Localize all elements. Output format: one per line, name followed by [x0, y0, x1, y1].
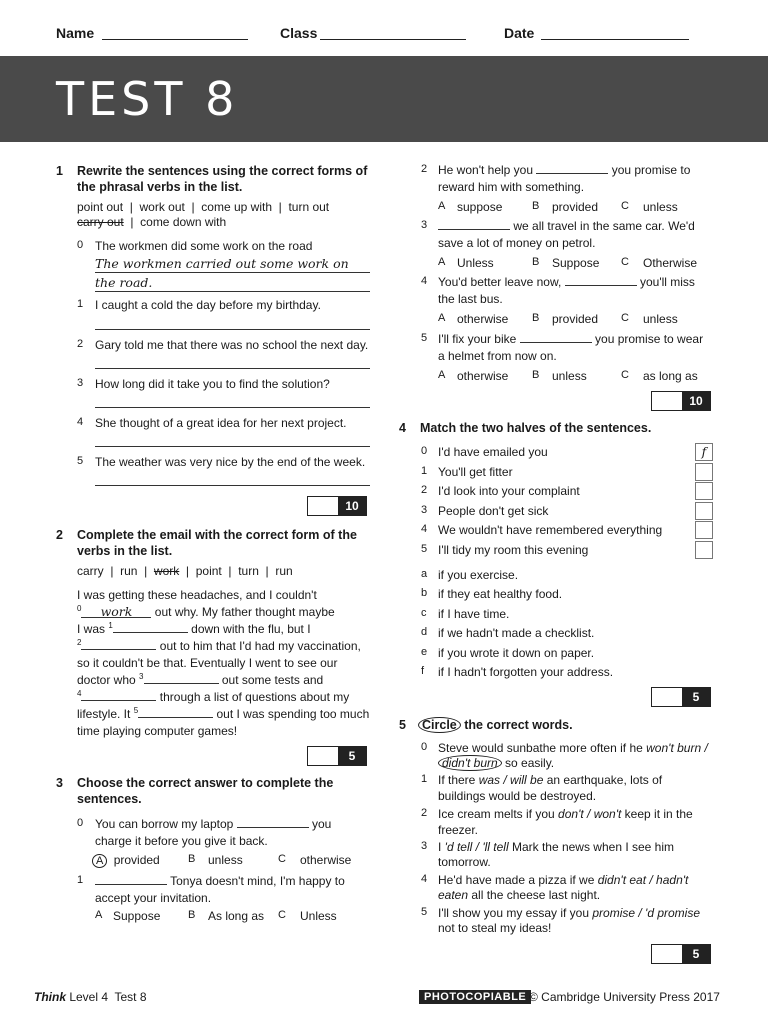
ex3-option-letter: C	[621, 256, 629, 268]
ex2-score-box: 5	[307, 746, 367, 766]
ex3-option-text[interactable]: unless	[552, 369, 587, 383]
ex3-option-letter: C	[621, 200, 629, 212]
ex5-circle-word: Circle	[418, 717, 461, 733]
ex1-item-0-text: The workmen did some work on the road	[95, 239, 313, 253]
ex1-item-number: 0	[77, 239, 84, 251]
ex2-struck-word: work	[153, 564, 180, 578]
ex4-number: 4	[399, 421, 406, 435]
ex2-instruction-2: verbs in the list.	[77, 544, 173, 558]
ex3-option-text[interactable]: unless	[643, 312, 678, 326]
ex3-option-letter: B	[532, 200, 540, 212]
ex3-q2-line1: He won't help you you promise to	[438, 163, 691, 177]
ex5-circled-answer[interactable]: didn't burn	[438, 755, 502, 771]
ex3-option-letter: B	[532, 256, 540, 268]
ex4-left-text: I'd look into your complaint	[438, 484, 580, 498]
ex2-email-line: I was getting these headaches, and I couldn't	[77, 588, 317, 602]
ex3-option-text[interactable]: suppose	[457, 200, 503, 214]
ex5-item-number: 0	[421, 741, 428, 753]
ex1-item-2-text: Gary told me that there was no school the next day.	[95, 338, 369, 352]
ex4-right-text: if I have time.	[438, 607, 510, 621]
ex3-option-letter: B	[532, 369, 540, 381]
ex3-q1-line1: Tonya doesn't mind, I'm happy to	[95, 873, 345, 889]
ex2-email-line: doctor who $^3$ out some tests and	[77, 672, 324, 687]
ex5-item-number: 1	[421, 773, 428, 785]
ex4-right-letter: e	[421, 646, 428, 658]
ex1-struck-word: carry out	[77, 215, 124, 229]
ex1-instruction-2: the phrasal verbs in the list.	[77, 180, 243, 194]
ex3-option-letter: C	[278, 853, 286, 865]
ex5-item-2-line1: Ice cream melts if you don't / won't keep it in the	[438, 807, 693, 821]
ex5-item-3-line2: tomorrow.	[438, 855, 491, 869]
ex4-right-letter: a	[421, 568, 428, 580]
ex5-item-number: 5	[421, 906, 428, 918]
ex1-item-5-text: The weather was very nice by the end of the week.	[95, 455, 366, 469]
ex4-left-text: I'd have emailed you	[438, 445, 548, 459]
ex4-right-letter: d	[421, 626, 428, 638]
ex4-answer-box-5[interactable]	[695, 541, 713, 559]
ex4-answer-box-0: f	[695, 443, 713, 461]
page-title: TEST 8	[56, 72, 239, 126]
photocopiable-badge: PHOTOCOPIABLE	[419, 990, 531, 1004]
ex2-blank-1[interactable]	[113, 621, 188, 633]
ex3-item-number: 4	[421, 275, 428, 287]
ex5-score-box: 5	[651, 944, 711, 964]
ex5-item-5-line1: I'll show you my essay if you promise / 'd promise	[438, 906, 701, 920]
ex3-option-text[interactable]: unless	[643, 200, 678, 214]
ex2-blank-3[interactable]	[144, 672, 219, 684]
ex3-number: 3	[56, 776, 63, 790]
name-field[interactable]	[102, 25, 248, 40]
ex3-option-letter: B	[188, 853, 196, 865]
ex3-option-text[interactable]: Otherwise	[643, 256, 698, 270]
ex1-answer-line-2[interactable]	[95, 355, 370, 369]
date-field[interactable]	[541, 25, 689, 40]
ex3-option-text[interactable]: provided	[552, 200, 599, 214]
ex5-item-0-line2: didn't burn so easily.	[438, 755, 554, 771]
ex1-instruction-1: Rewrite the sentences using the correct forms of	[77, 164, 368, 178]
ex2-email-line: I was $^1$ down with the flu, but I	[77, 621, 311, 636]
ex3-q0-options: A provided	[92, 852, 160, 869]
ex3-option-letter: A	[438, 312, 446, 324]
ex3-option-text[interactable]: otherwise	[300, 853, 352, 867]
copyright-text: © Cambridge University Press 2017	[529, 990, 720, 1004]
ex1-item-number: 3	[77, 377, 84, 389]
ex1-score-box: 10	[307, 496, 367, 516]
ex3-instruction-2: sentences.	[77, 792, 142, 806]
ex3-instruction-1: Choose the correct answer to complete the	[77, 776, 334, 790]
ex3-item-number: 3	[421, 219, 428, 231]
ex3-q1-line2: accept your invitation.	[95, 891, 212, 905]
ex3-option-letter: A	[438, 369, 446, 381]
ex4-right-text: if we hadn't made a checklist.	[438, 626, 595, 640]
ex3-option-text[interactable]: As long as	[208, 909, 265, 923]
ex1-answer-line-3[interactable]	[95, 394, 370, 408]
ex3-option-text[interactable]: otherwise	[457, 369, 509, 383]
ex1-answer-line-1[interactable]	[95, 316, 370, 330]
ex4-answer-box-4[interactable]	[695, 521, 713, 539]
ex4-instruction: Match the two halves of the sentences.	[420, 421, 652, 435]
ex3-option-text[interactable]: Suppose	[113, 909, 161, 923]
ex2-blank-0: work	[81, 604, 151, 618]
ex3-item-number: 5	[421, 332, 428, 344]
ex3-option-text[interactable]: as long as	[643, 369, 698, 383]
ex1-item-number: 5	[77, 455, 84, 467]
ex3-q2-line2: reward him with something.	[438, 180, 585, 194]
ex1-word-list-1: point out | work out | come up with | turn out	[77, 200, 330, 214]
ex3-q0-option-a-circled[interactable]: A	[92, 854, 107, 868]
ex5-item-0-line1: Steve would sunbathe more often if he won't burn /	[438, 741, 708, 755]
ex3-q4-line1: You'd better leave now, you'll miss	[438, 275, 695, 289]
ex4-answer-box-1[interactable]	[695, 463, 713, 481]
ex3-q0-line2: charge it before you give it back.	[95, 834, 268, 848]
ex4-left-number: 0	[421, 445, 428, 457]
ex2-blank-4[interactable]	[81, 689, 156, 701]
ex4-right-letter: c	[421, 607, 427, 619]
ex3-option-text[interactable]: provided	[552, 312, 599, 326]
ex4-right-letter: f	[421, 665, 425, 677]
ex5-number: 5	[399, 718, 406, 732]
ex4-answer-box-3[interactable]	[695, 502, 713, 520]
ex4-left-number: 5	[421, 543, 428, 555]
ex2-email-line: $^4$ through a list of questions about my	[77, 689, 350, 704]
ex5-item-number: 4	[421, 873, 428, 885]
ex3-q0-line1: You can borrow my laptop you	[95, 817, 332, 831]
footer-book-title: Think Level 4 Test 8	[34, 990, 147, 1004]
ex4-right-letter: b	[421, 587, 428, 599]
name-label: Name	[56, 25, 95, 41]
ex1-item-number: 2	[77, 338, 84, 350]
ex4-score-box: 5	[651, 687, 711, 707]
class-label: Class	[280, 25, 318, 41]
ex1-item-4-text: She thought of a great idea for her next project.	[95, 416, 347, 430]
ex3-q4-line2: the last bus.	[438, 292, 503, 306]
ex2-email-line: $^2$ out to him that I'd had my vaccination,	[77, 638, 361, 653]
ex4-left-text: We wouldn't have remembered everything	[438, 523, 663, 537]
ex2-instruction-1: Complete the email with the correct form of the	[77, 528, 357, 542]
ex1-answer-line-0b: the road.	[95, 275, 370, 292]
ex4-right-text: if I hadn't forgotten your address.	[438, 665, 614, 679]
ex5-item-number: 2	[421, 807, 428, 819]
ex2-blank-5[interactable]	[138, 706, 213, 718]
ex3-q3-line1: we all travel in the same car. We'd	[438, 218, 695, 234]
ex2-email-line: lifestyle. It $^5$ out I was spending too much	[77, 706, 370, 721]
ex5-item-5-line2: not to steal my ideas!	[438, 921, 552, 935]
ex3-score-box: 10	[651, 391, 711, 411]
ex5-item-2-line2: freezer.	[438, 823, 479, 837]
ex1-item-number: 4	[77, 416, 84, 428]
ex3-option-letter: B	[532, 312, 540, 324]
ex5-item-3-line1: I 'd tell / 'll tell Mark the news when I see him	[438, 840, 675, 854]
ex3-item-number: 2	[421, 163, 428, 175]
ex3-item-number: 0	[77, 817, 84, 829]
ex3-option-letter: B	[188, 909, 196, 921]
ex4-right-text: if you exercise.	[438, 568, 519, 582]
ex5-item-4-line1: He'd have made a pizza if we didn't eat / hadn't	[438, 873, 689, 887]
ex5-item-1-line1: If there was / will be an earthquake, lots of	[438, 773, 663, 787]
ex4-left-number: 3	[421, 504, 428, 516]
ex1-answer-line-4[interactable]	[95, 433, 370, 447]
ex4-right-text: if they eat healthy food.	[438, 587, 563, 601]
ex4-left-text: I'll tidy my room this evening	[438, 543, 589, 557]
ex3-option-text[interactable]: unless	[208, 853, 243, 867]
ex3-option-letter: C	[278, 909, 286, 921]
ex4-left-text: You'll get fitter	[438, 465, 513, 479]
ex1-word-list-2: carry out | come down with	[77, 215, 227, 229]
ex4-left-number: 4	[421, 523, 428, 535]
ex4-answer-box-2[interactable]	[695, 482, 713, 500]
ex2-email-line: $^0$ work out why. My father thought maybe	[77, 604, 335, 619]
class-field[interactable]	[320, 25, 466, 40]
ex5-item-4-line2: eaten all the cheese last night.	[438, 888, 601, 902]
ex1-item-number: 1	[77, 298, 84, 310]
ex5-item-1-line2: buildings would be destroyed.	[438, 789, 597, 803]
ex3-option-text[interactable]: Suppose	[552, 256, 600, 270]
ex2-email-line: so it couldn't be that. Eventually I went to see our	[77, 656, 338, 670]
ex3-q5-line2: a helmet from now on.	[438, 349, 557, 363]
ex3-q5-line1: I'll fix your bike you promise to wear	[438, 332, 704, 346]
ex3-item-number: 1	[77, 874, 84, 886]
ex2-email-line: time playing computer games!	[77, 724, 238, 738]
ex5-item-number: 3	[421, 840, 428, 852]
ex3-option-letter: A	[438, 256, 446, 268]
ex1-item-3-text: How long did it take you to find the solution?	[95, 377, 330, 391]
ex1-answer-line-5[interactable]	[95, 472, 370, 486]
ex2-number: 2	[56, 528, 63, 542]
ex3-option-text[interactable]: Unless	[300, 909, 337, 923]
ex3-option-letter: A	[438, 200, 446, 212]
ex2-blank-2[interactable]	[81, 638, 156, 650]
ex3-option-letter: C	[621, 312, 629, 324]
ex3-option-text[interactable]: otherwise	[457, 312, 509, 326]
ex1-item-1-text: I caught a cold the day before my birthday.	[95, 298, 321, 312]
ex4-left-number: 1	[421, 465, 428, 477]
ex1-answer-line-0a: The workmen carried out some work on	[95, 256, 370, 273]
ex1-number: 1	[56, 164, 63, 178]
date-label: Date	[504, 25, 535, 41]
ex2-word-list: carry | run | work | point | turn | run	[77, 564, 293, 578]
ex3-option-letter: A	[95, 909, 103, 921]
ex3-option-text[interactable]: Unless	[457, 256, 494, 270]
ex4-left-number: 2	[421, 484, 428, 496]
ex5-instruction: Circle the correct words.	[418, 717, 573, 734]
ex3-q3-line2: save a lot of money on petrol.	[438, 236, 596, 250]
ex4-right-text: if you wrote it down on paper.	[438, 646, 595, 660]
ex3-option-letter: C	[621, 369, 629, 381]
ex4-left-text: People don't get sick	[438, 504, 549, 518]
